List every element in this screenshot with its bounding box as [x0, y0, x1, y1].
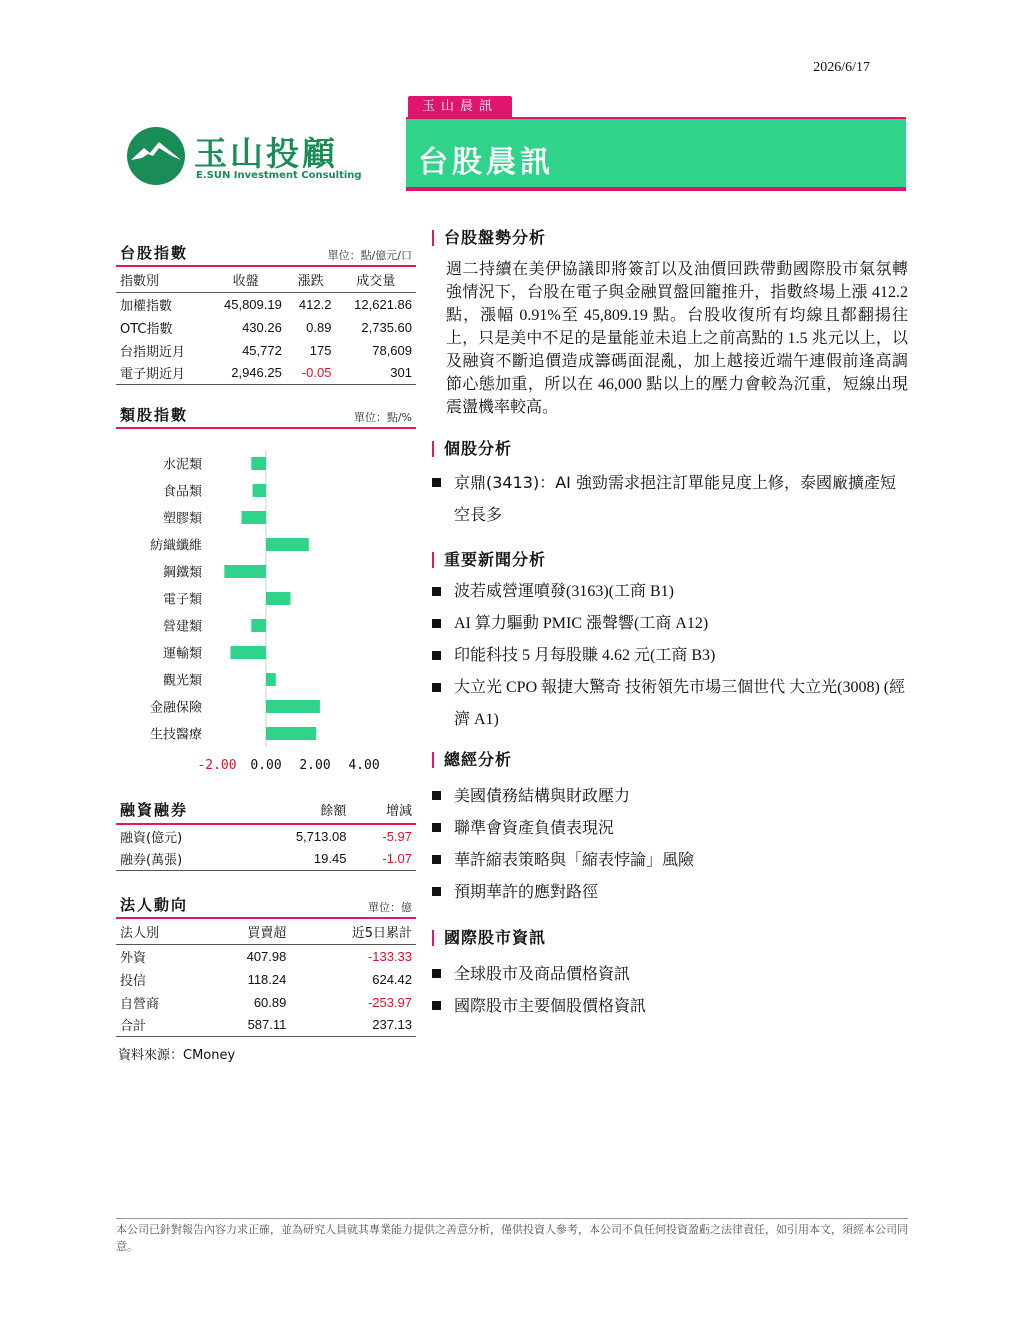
inst-5day: 624.42 — [372, 971, 412, 987]
index-close: 45,809.19 — [224, 296, 282, 312]
margin-label: 融券(萬張) — [116, 847, 248, 870]
bar — [230, 646, 266, 659]
inst-net: 118.24 — [247, 971, 287, 987]
index-table-unit: 單位：點/億元/口 — [327, 249, 412, 262]
banner-underline — [406, 187, 906, 191]
report-date: 2026/6/17 — [813, 60, 870, 75]
logo — [126, 126, 366, 188]
inst-table-unit: 單位：億 — [368, 901, 412, 914]
margin-label: 融資(億元) — [120, 830, 183, 846]
inst-name: 合計 — [116, 1014, 202, 1037]
section-title: 國際股市資訊 — [432, 930, 908, 946]
column-header: 近5日累計 — [290, 919, 416, 945]
margin-table — [116, 796, 416, 871]
bar — [251, 457, 266, 470]
table-row — [116, 847, 416, 870]
news-section — [432, 552, 908, 736]
index-volume: 78,609 — [372, 342, 412, 358]
column-header: 餘額 — [248, 796, 350, 824]
bar — [266, 673, 276, 686]
index-change: 175 — [309, 342, 332, 358]
mountain-logo-icon — [126, 126, 186, 186]
footer-divider — [116, 1218, 908, 1219]
x-tick-label: 0.00 — [250, 758, 282, 773]
sector-box — [116, 404, 416, 429]
margin-balance: 5,713.08 — [295, 828, 347, 844]
column-header: 收盤 — [205, 267, 286, 293]
bar — [224, 565, 266, 578]
bar — [253, 484, 266, 497]
index-name: 台指期近月 — [120, 344, 186, 360]
list-item: 預期華許的應對路徑 — [432, 876, 908, 908]
column-header: 指數別 — [116, 267, 205, 293]
bar — [266, 538, 309, 551]
inst-name: 投信 — [120, 973, 147, 989]
list-item: AI 算力驅動 PMIC 漲聲響(工商 A12) — [432, 608, 908, 640]
logo-english-name: E.SUN Investment Consulting — [196, 170, 362, 181]
section-title: 重要新聞分析 — [432, 552, 908, 568]
index-volume: 301 — [335, 362, 416, 385]
category-label: 鋼鐵類 — [162, 565, 202, 581]
index-change: 0.89 — [306, 319, 332, 335]
inst-5day: -133.33 — [367, 948, 412, 964]
table-row — [116, 945, 416, 968]
table-row — [116, 362, 416, 385]
macro-section — [432, 752, 908, 908]
category-label: 運輸類 — [162, 646, 202, 662]
list-item: 國際股市主要個股價格資訊 — [432, 990, 908, 1022]
x-tick-label: 2.00 — [299, 758, 331, 773]
stock-section — [432, 441, 908, 531]
margin-table-title: 融資融券 — [116, 796, 248, 824]
list-item: 華許縮表策略與「縮表悖論」風險 — [432, 844, 908, 876]
index-close: 2,946.25 — [205, 362, 286, 385]
category-label: 觀光類 — [162, 673, 202, 689]
list-item: 京鼎(3413)：AI 強勁需求挹注訂單能見度上修，泰國廠擴產短空長多 — [432, 467, 908, 531]
index-table-header — [116, 242, 416, 267]
market-analysis-text: 週二持續在美伊協議即將簽訂以及油價回跌帶動國際股市氣氛轉強情況下，台股在電子與金融買盤回籠推升，指數終場上漲 412.2 點，漲幅 0.91%至 45,809.19 點。台股收復所有均線且都翻揚往上，只是美中不足的是量能並未追上之前高點的 1.5 兆元以上，以及融資不斷追價造成籌碼面混亂，加上越接近端午連假前逢高調節心態加重，所以在 46,000 點以上的壓力會較為沉重，短線出現震盪機率較高。 — [446, 261, 908, 416]
bar — [266, 700, 320, 713]
inst-net: 407.98 — [246, 948, 287, 964]
category-label: 水泥類 — [162, 457, 202, 473]
column-header: 法人別 — [116, 919, 202, 945]
table-row — [116, 824, 416, 847]
index-close: 430.26 — [242, 319, 282, 335]
category-label: 生技醫療 — [149, 727, 202, 743]
bar — [242, 511, 267, 524]
margin-change: -1.07 — [350, 847, 416, 870]
column-header: 買賣超 — [202, 919, 290, 945]
index-name: 加權指數 — [120, 298, 173, 314]
index-table-title: 台股指數 — [120, 244, 189, 262]
bar — [251, 619, 266, 632]
section-title: 個股分析 — [432, 441, 908, 457]
table-row — [116, 293, 416, 316]
category-label: 金融保險 — [149, 700, 202, 716]
column-header: 漲跌 — [286, 267, 336, 293]
inst-name: 外資 — [120, 950, 147, 966]
banner-title: 台股晨訊 — [418, 145, 554, 180]
table-row — [116, 1014, 416, 1037]
inst-name: 自營商 — [120, 996, 160, 1012]
inst-table-box — [116, 894, 416, 1037]
table-row — [116, 968, 416, 991]
banner — [406, 117, 906, 187]
column-header: 增減 — [350, 796, 416, 824]
bar — [266, 727, 316, 740]
table-row — [116, 316, 416, 339]
category-label: 電子類 — [162, 592, 202, 608]
sector-unit: 單位：點/% — [353, 411, 412, 424]
inst-table-title: 法人動向 — [120, 896, 189, 914]
intl-section — [432, 930, 908, 1022]
section-title: 總經分析 — [432, 752, 908, 768]
index-change: 412.2 — [298, 296, 332, 312]
column-header: 成交量 — [335, 267, 416, 293]
index-volume: 2,735.60 — [361, 319, 412, 335]
section-title: 台股盤勢分析 — [432, 230, 908, 246]
margin-table-box — [116, 796, 416, 871]
inst-table — [116, 919, 416, 1037]
banner-tab: 玉山晨訊 — [408, 96, 512, 118]
sector-header — [116, 404, 416, 429]
list-item: 聯準會資產負債表現況 — [432, 812, 908, 844]
margin-balance: 19.45 — [248, 847, 350, 870]
category-label: 營建類 — [162, 619, 202, 635]
list-item: 全球股市及商品價格資訊 — [432, 958, 908, 990]
index-change: -0.05 — [286, 362, 336, 385]
index-table — [116, 267, 416, 385]
margin-change: -5.97 — [382, 828, 412, 844]
list-item: 美國債務結構與財政壓力 — [432, 780, 908, 812]
bar — [266, 592, 291, 605]
table-row — [116, 339, 416, 362]
data-source: 資料來源：CMoney — [118, 1048, 236, 1063]
disclaimer: 本公司已針對報告內容力求正確，並為研究人員就其專業能力提供之善意分析，僅供投資人參考，本公司不負任何投資盈虧之法律責任，如引用本文，須經本公司同意。 — [116, 1223, 908, 1253]
inst-5day: 237.13 — [290, 1014, 416, 1037]
category-label: 食品類 — [162, 484, 202, 500]
index-volume: 12,621.86 — [354, 296, 412, 312]
index-table-box — [116, 242, 416, 385]
index-close: 45,772 — [242, 342, 282, 358]
list-item: 大立光 CPO 報捷大驚奇 技術領先市場三個世代 大立光(3008) (經濟 A1) — [432, 672, 908, 736]
x-tick-label: 4.00 — [348, 758, 380, 773]
inst-table-header — [116, 894, 416, 919]
x-tick-label: -2.00 — [197, 758, 237, 773]
table-row — [116, 991, 416, 1014]
index-name: OTC指數 — [120, 321, 173, 337]
logo-name: 玉山投顧 — [194, 134, 338, 173]
inst-5day: -253.97 — [367, 994, 412, 1010]
index-name: 電子期近月 — [116, 362, 205, 385]
list-item: 印能科技 5 月每股賺 4.62 元(工商 B3) — [432, 640, 908, 672]
sector-bar-chart — [116, 440, 416, 780]
category-label: 紡織纖維 — [149, 538, 202, 554]
list-item: 波若威營運噴發(3163)(工商 B1) — [432, 576, 908, 608]
sector-title: 類股指數 — [120, 406, 189, 424]
market-analysis-section — [432, 230, 908, 419]
inst-net: 60.89 — [253, 994, 287, 1010]
category-label: 塑膠類 — [162, 511, 202, 527]
inst-net: 587.11 — [202, 1014, 290, 1037]
